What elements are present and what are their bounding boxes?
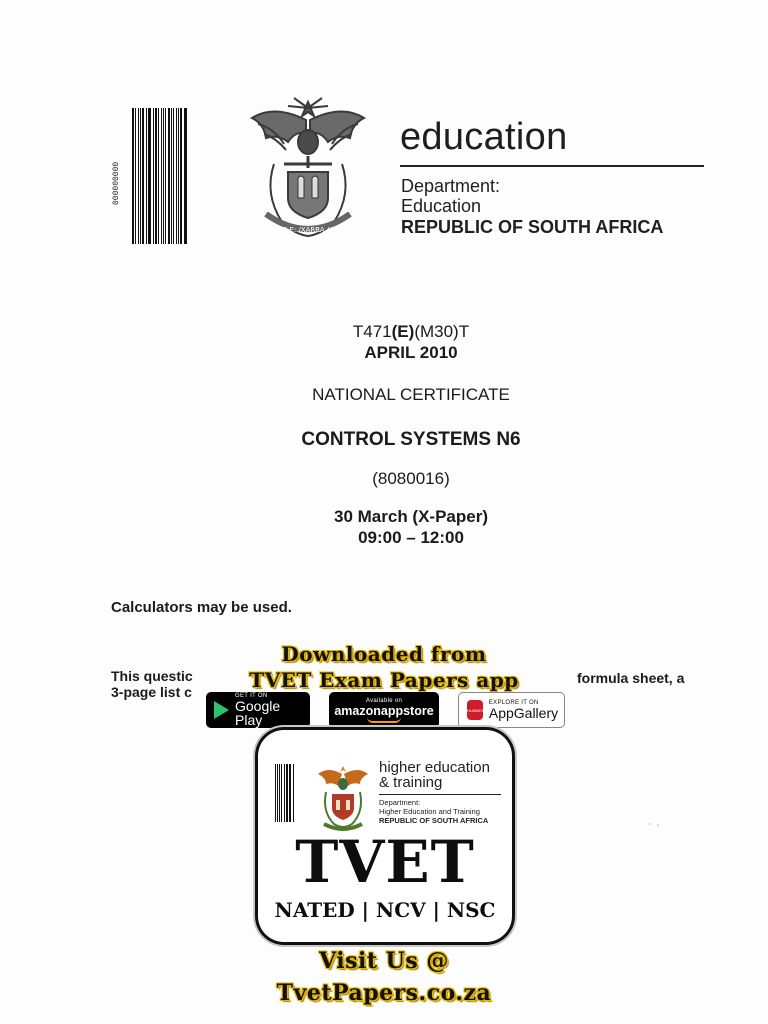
barcode-bar [153,108,154,244]
barcode-bar [178,108,179,244]
barcode-bar [290,764,291,822]
calculator-note: Calculators may be used. [111,599,292,616]
barcode-bar [173,108,174,244]
barcode-bar [279,764,281,822]
tvet-logo-card [258,730,512,942]
svg-text:!KE E: /XARRA //KE: !KE E: /XARRA //KE [275,226,341,234]
scan-specks [640,820,700,860]
barcode-bar [165,108,166,244]
barcode-bar [284,764,285,822]
barcode-bar [158,108,159,244]
subject-number: (8080016) [372,469,450,488]
appgallery-button[interactable]: HUAWEI EXPLORE IT ON AppGallery [458,692,565,728]
he-dept-name: Higher Education and Training [379,807,480,816]
amazon-smile-icon [367,717,401,723]
formula-note-end: formula sheet, a [577,670,685,686]
exam-session: 30 March (X-Paper) [334,507,488,526]
coat-of-arms-icon [244,94,372,248]
barcode-bar [148,108,149,244]
barcode-bar [171,108,172,244]
barcode-number: 000000000 [112,161,121,205]
paper-code: T471(E)(M30)T [352,322,470,341]
question-note-start: This questic [111,668,193,684]
barcode-bar [281,764,282,822]
app-name-banner: TVET Exam Papers app [249,668,519,692]
subject-title: CONTROL SYSTEMS N6 [301,429,521,450]
barcode-bar [180,108,182,244]
barcode-bar [286,764,288,822]
certificate-title: NATIONAL CERTIFICATE [312,385,510,404]
barcode-bar [176,108,177,244]
amazon-appstore-button[interactable]: Available on amazonappstore [329,692,439,728]
exam-time: 09:00 – 12:00 [358,528,464,547]
he-divider [379,794,501,795]
tvet-wordmark: TVET [295,828,475,896]
barcode-bar [293,764,294,822]
play-store-icon [214,701,229,719]
barcode-bar [168,108,170,244]
barcode-bar [132,108,134,244]
barcode-bar [163,108,164,244]
dept-label: Department: [401,176,501,196]
barcode-bar [135,108,136,244]
website-link[interactable]: TvetPapers.co.za [276,980,492,1006]
barcode-bar [277,764,278,822]
visit-banner: Visit Us @ [319,948,449,974]
barcode-bar [184,108,185,244]
mini-barcode [275,764,295,822]
dept-divider [400,165,704,167]
he-dept-label: Department: [379,798,421,807]
barcode-bar [275,764,276,822]
dept-title: education [400,116,568,158]
downloaded-banner: Downloaded from [281,642,487,666]
barcode-bar [146,108,147,244]
dept-country: REPUBLIC OF SOUTH AFRICA [401,217,664,237]
barcode-bar [142,108,144,244]
google-play-button[interactable]: GET IT ON Google Play [206,692,310,728]
huawei-icon: HUAWEI [467,700,483,720]
mini-coat-of-arms-icon [316,762,370,834]
paper-date: APRIL 2010 [364,343,458,362]
barcode-bar [138,108,139,244]
he-title: higher education & training [379,759,490,791]
list-note-start: 3-page list c [111,684,192,700]
barcode-bar [289,764,290,822]
barcode [132,108,188,244]
barcode-bar [155,108,157,244]
barcode-bar [185,108,186,244]
he-republic: REPUBLIC OF SOUTH AFRICA [379,816,489,825]
barcode-bar [161,108,162,244]
dept-name: Education [401,196,482,216]
barcode-bar [140,108,141,244]
barcode-bar [149,108,150,244]
tvet-programs: NATED | NCV | NSC [274,898,496,922]
